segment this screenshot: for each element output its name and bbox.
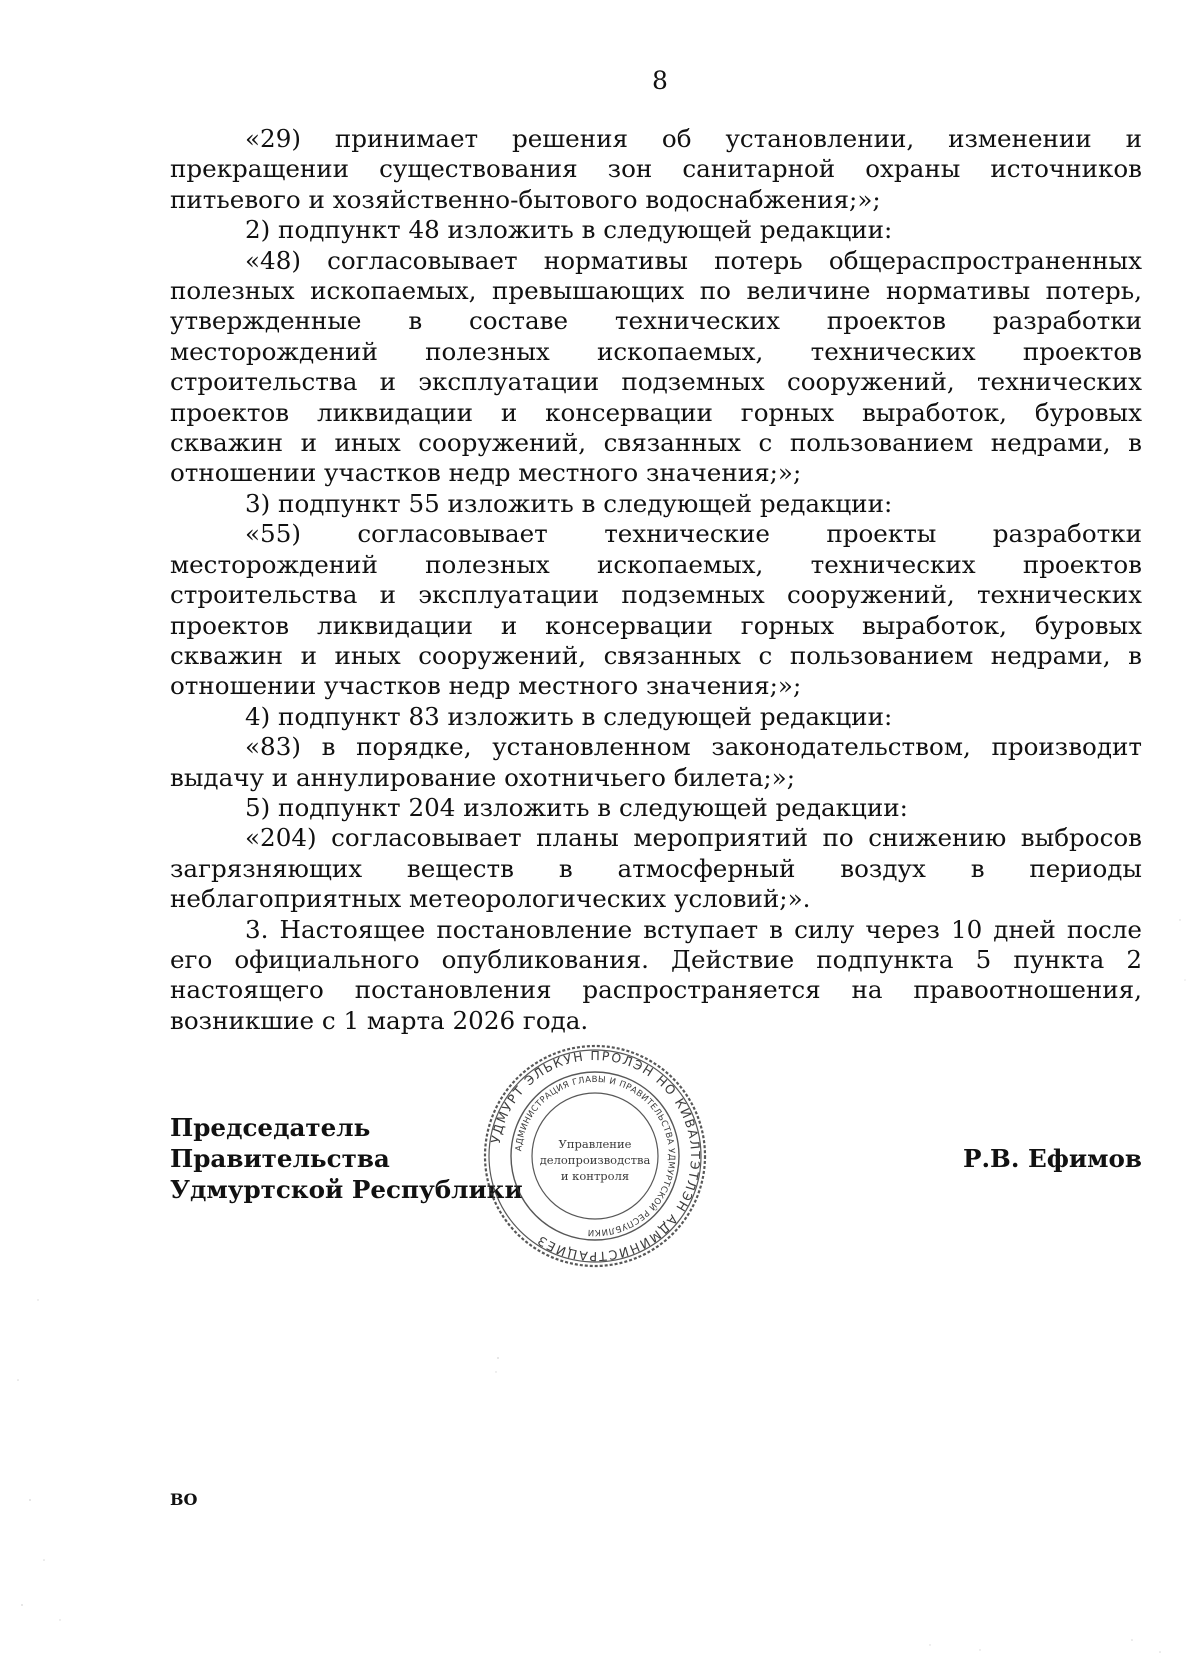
- paragraph-subitem-83-text: «83) в порядке, установленном законодательством, производит выдачу и аннулирование охотничьего билета;»;: [170, 732, 1142, 792]
- footer-mark: ВО: [170, 1490, 198, 1509]
- document-body: [170, 124, 1142, 1036]
- page-number: 8: [652, 66, 668, 95]
- official-seal: [482, 1043, 708, 1269]
- paragraph-subitem-55-text: «55) согласовывает технические проекты разработки месторождений полезных ископаемых, технических проектов строительства и эксплуатации подземных сооружений, технических проектов ликвидации и консервации горных выработок, буровых скважин и иных сооружений, связанных с пользованием недрами, в отношении участков недр местного значения;»;: [170, 519, 1142, 701]
- signatory-title-line1: Председатель Правительства: [170, 1113, 390, 1173]
- seal-outer-ring-text: УДМУРТ ЭЛЬКУН ПРОЛЭН НО КИВАЛТЭТЛЭН АДМИНИСТРАЦИЕЗ: [487, 1047, 704, 1265]
- paragraph-entry-into-force: 3. Настоящее постановление вступает в силу через 10 дней после его официального опубликования. Действие подпункта 5 пункта 2 настоящего постановления распространяется на правоотношения, возникшие с 1 марта 2026 года.: [170, 914, 1142, 1035]
- seal-center-line3: и контроля: [560, 1169, 630, 1183]
- paragraph-amend-48: 2) подпункт 48 изложить в следующей редакции:: [245, 215, 893, 245]
- signatory-title-line2: Удмуртской Республики: [170, 1175, 523, 1204]
- seal-center-line1: Управление: [558, 1137, 632, 1151]
- seal-center-line2: делопроизводства: [539, 1153, 651, 1167]
- seal-graphic: [482, 1043, 708, 1269]
- seal-inner-ring-text: АДМИНИСТРАЦИЯ ГЛАВЫ И ПРАВИТЕЛЬСТВА УДМУРТСКОЙ РЕСПУБЛИКИ: [514, 1074, 677, 1238]
- paragraph-subitem-204-text: «204) согласовывает планы мероприятий по снижению выбросов загрязняющих веществ в атмосферный воздух в периоды неблагоприятных метеорологических условий;».: [170, 823, 1142, 914]
- paragraph-amend-55: 3) подпункт 55 изложить в следующей редакции:: [245, 488, 893, 518]
- paragraph-amend-83: 4) подпункт 83 изложить в следующей редакции:: [245, 701, 893, 731]
- paragraph-subitem-48-text: «48) согласовывает нормативы потерь общераспространенных полезных ископаемых, превышающих по величине нормативы потерь, утвержденные в составе технических проектов разработки месторождений полезных ископаемых, технических проектов строительства и эксплуатации подземных сооружений, технических проектов ликвидации и консервации горных выработок, буровых скважин и иных сооружений, связанных с пользованием недрами, в отношении участков недр местного значения;»;: [170, 245, 1142, 488]
- paragraph-subitem-29-text: «29) принимает решения об установлении, изменении и прекращении существования зон санитарной охраны источников питьевого и хозяйственно-бытового водоснабжения;»;: [170, 124, 1142, 214]
- signatory-name: Р.В. Ефимов: [963, 1144, 1142, 1173]
- paragraph-amend-204: 5) подпункт 204 изложить в следующей редакции:: [245, 792, 908, 822]
